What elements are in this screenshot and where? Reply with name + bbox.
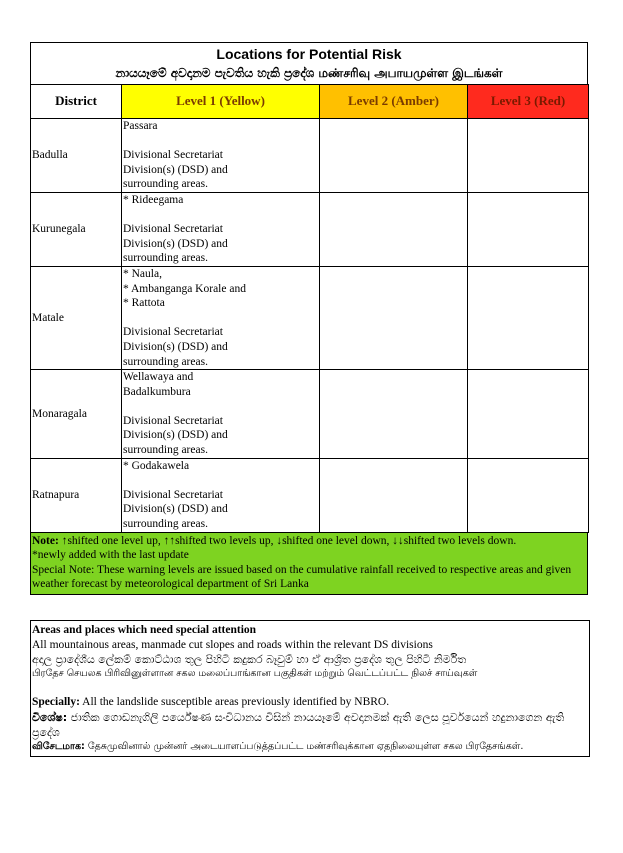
level1-line: surrounding areas. xyxy=(123,252,208,265)
level2-cell xyxy=(320,370,468,459)
level3-cell xyxy=(468,119,589,193)
level1-line xyxy=(123,134,318,149)
attention-line-si: අදාල ප්‍රාදේශීය ලේකම් කොට්ඨාශ තුල පිහිටි කදුකර බෑවුම් හා ඒ ආශ්‍රිත ප්‍රදේශ තුල පිහිටි නිර්මිත xyxy=(32,653,467,667)
level1-cell xyxy=(122,192,320,266)
level1-line: Divisional Secretariat xyxy=(123,488,223,501)
note-label: Note: xyxy=(32,534,59,547)
attention-heading: Areas and places which need special attention xyxy=(32,624,257,636)
specially-si xyxy=(32,710,588,740)
level2-cell xyxy=(320,266,468,369)
column-header-level2: Level 2 (Amber) xyxy=(320,85,468,119)
level2-cell xyxy=(320,458,468,532)
level1-line: surrounding areas. xyxy=(123,444,208,457)
note-box xyxy=(30,533,588,595)
attention-line-ta: பிரதேச செயலக பிரிவினுள்ளான சகல மலைப்பாங்கான பகுதிகள் மற்றும் வெட்டப்பட்ட நிலச் சாய்வுகள் xyxy=(32,668,478,680)
level3-cell xyxy=(468,458,589,532)
level1-line: Badalkumbura xyxy=(123,385,191,398)
column-header-level3: Level 3 (Red) xyxy=(468,85,589,119)
level1-line: * Ambanganga Korale and xyxy=(123,282,246,295)
specially-si-label: විශේෂ: xyxy=(32,710,68,724)
note-special: Special Note: These warning levels are issued based on the cumulative rainfall received to respective areas and given weather forecast by meteorological department of Sri Lanka xyxy=(32,563,572,591)
level1-line xyxy=(123,473,318,488)
note-shift-legend xyxy=(32,534,586,549)
level1-line xyxy=(123,311,318,326)
attention-line-en: All mountainous areas, manmade cut slopes and roads within the relevant DS divisions xyxy=(32,638,433,651)
level1-line: surrounding areas. xyxy=(123,518,208,531)
specially-en xyxy=(32,695,588,710)
level1-line: Division(s) (DSD) and xyxy=(123,340,228,353)
level3-cell xyxy=(468,370,589,459)
risk-sheet xyxy=(30,42,588,595)
column-header-level1: Level 1 (Yellow) xyxy=(122,85,320,119)
level1-cell xyxy=(122,458,320,532)
level1-cell xyxy=(122,370,320,459)
district-cell: Matale xyxy=(31,266,122,369)
specially-ta xyxy=(32,740,588,754)
level1-line: * Godakawela xyxy=(123,459,190,472)
table-row xyxy=(31,266,589,369)
table-header-row xyxy=(31,85,589,119)
level1-cell xyxy=(122,266,320,369)
level3-cell xyxy=(468,266,589,369)
level1-line: Passara xyxy=(123,120,158,132)
level1-line xyxy=(123,208,318,223)
level2-cell xyxy=(320,192,468,266)
table-row xyxy=(31,370,589,459)
page-title-local: නායයෑමේ අවදානම පැවතිය හැකි ප්‍රදේශ மண்சரிவு அபாயமுள்ள இடங்கள் xyxy=(115,66,503,80)
title-box xyxy=(30,42,588,84)
level1-line: Divisional Secretariat xyxy=(123,223,223,236)
specially-ta-label: விசேடமாக: xyxy=(32,740,85,752)
specially-si-text: ජාතික ගොඩනැගිලි පර්යේෂණ සංවිධානය විසින් නායයෑමේ අවදානමක් ඇති ලෙස පූර්වයෙන් හදුනාගෙන ඇති ප්‍රදේශ xyxy=(32,710,565,739)
table-body xyxy=(31,119,589,533)
level1-line: Division(s) (DSD) and xyxy=(123,503,228,516)
level1-line: * Rideegama xyxy=(123,193,184,206)
column-header-district: District xyxy=(31,85,122,119)
special-attention-box xyxy=(30,620,590,757)
level3-cell xyxy=(468,192,589,266)
level1-line: * Naula, xyxy=(123,267,162,280)
level1-line: Divisional Secretariat xyxy=(123,414,223,427)
page-title: Locations for Potential Risk xyxy=(216,46,402,62)
level1-line: surrounding areas. xyxy=(123,178,208,191)
district-cell: Badulla xyxy=(31,119,122,193)
district-cell: Kurunegala xyxy=(31,192,122,266)
level1-line: Wellawaya and xyxy=(123,371,194,384)
level1-line: Divisional Secretariat xyxy=(123,149,223,162)
risk-table xyxy=(30,84,589,533)
district-cell: Monaragala xyxy=(31,370,122,459)
specially-text: All the landslide susceptible areas previously identified by NBRO. xyxy=(79,696,390,709)
level1-line: * Rattota xyxy=(123,297,165,310)
specially-ta-text: தேசுமுவினால் முன்னர் அடையாளப்படுத்தப்பட்ட மண்சரிவுக்கான ஏதநிலையுள்ள சகல பிரதேசங்கள். xyxy=(84,740,524,752)
table-row xyxy=(31,119,589,193)
level1-line xyxy=(123,399,318,414)
district-cell: Ratnapura xyxy=(31,458,122,532)
spacer xyxy=(32,681,588,695)
level2-cell xyxy=(320,119,468,193)
level1-cell xyxy=(122,119,320,193)
level1-line: Divisional Secretariat xyxy=(123,326,223,339)
level1-line: Division(s) (DSD) and xyxy=(123,237,228,250)
table-row xyxy=(31,458,589,532)
level1-line: surrounding areas. xyxy=(123,355,208,368)
note-newly-added: *newly added with the last update xyxy=(32,549,189,562)
specially-label: Specially: xyxy=(32,696,80,709)
level1-line: Division(s) (DSD) and xyxy=(123,163,228,176)
note-shift-text: ↑shifted one level up, ↑↑shifted two levels up, ↓shifted one level down, ↓↓shifted two levels down. xyxy=(58,534,517,547)
table-row xyxy=(31,192,589,266)
level1-line: Division(s) (DSD) and xyxy=(123,429,228,442)
